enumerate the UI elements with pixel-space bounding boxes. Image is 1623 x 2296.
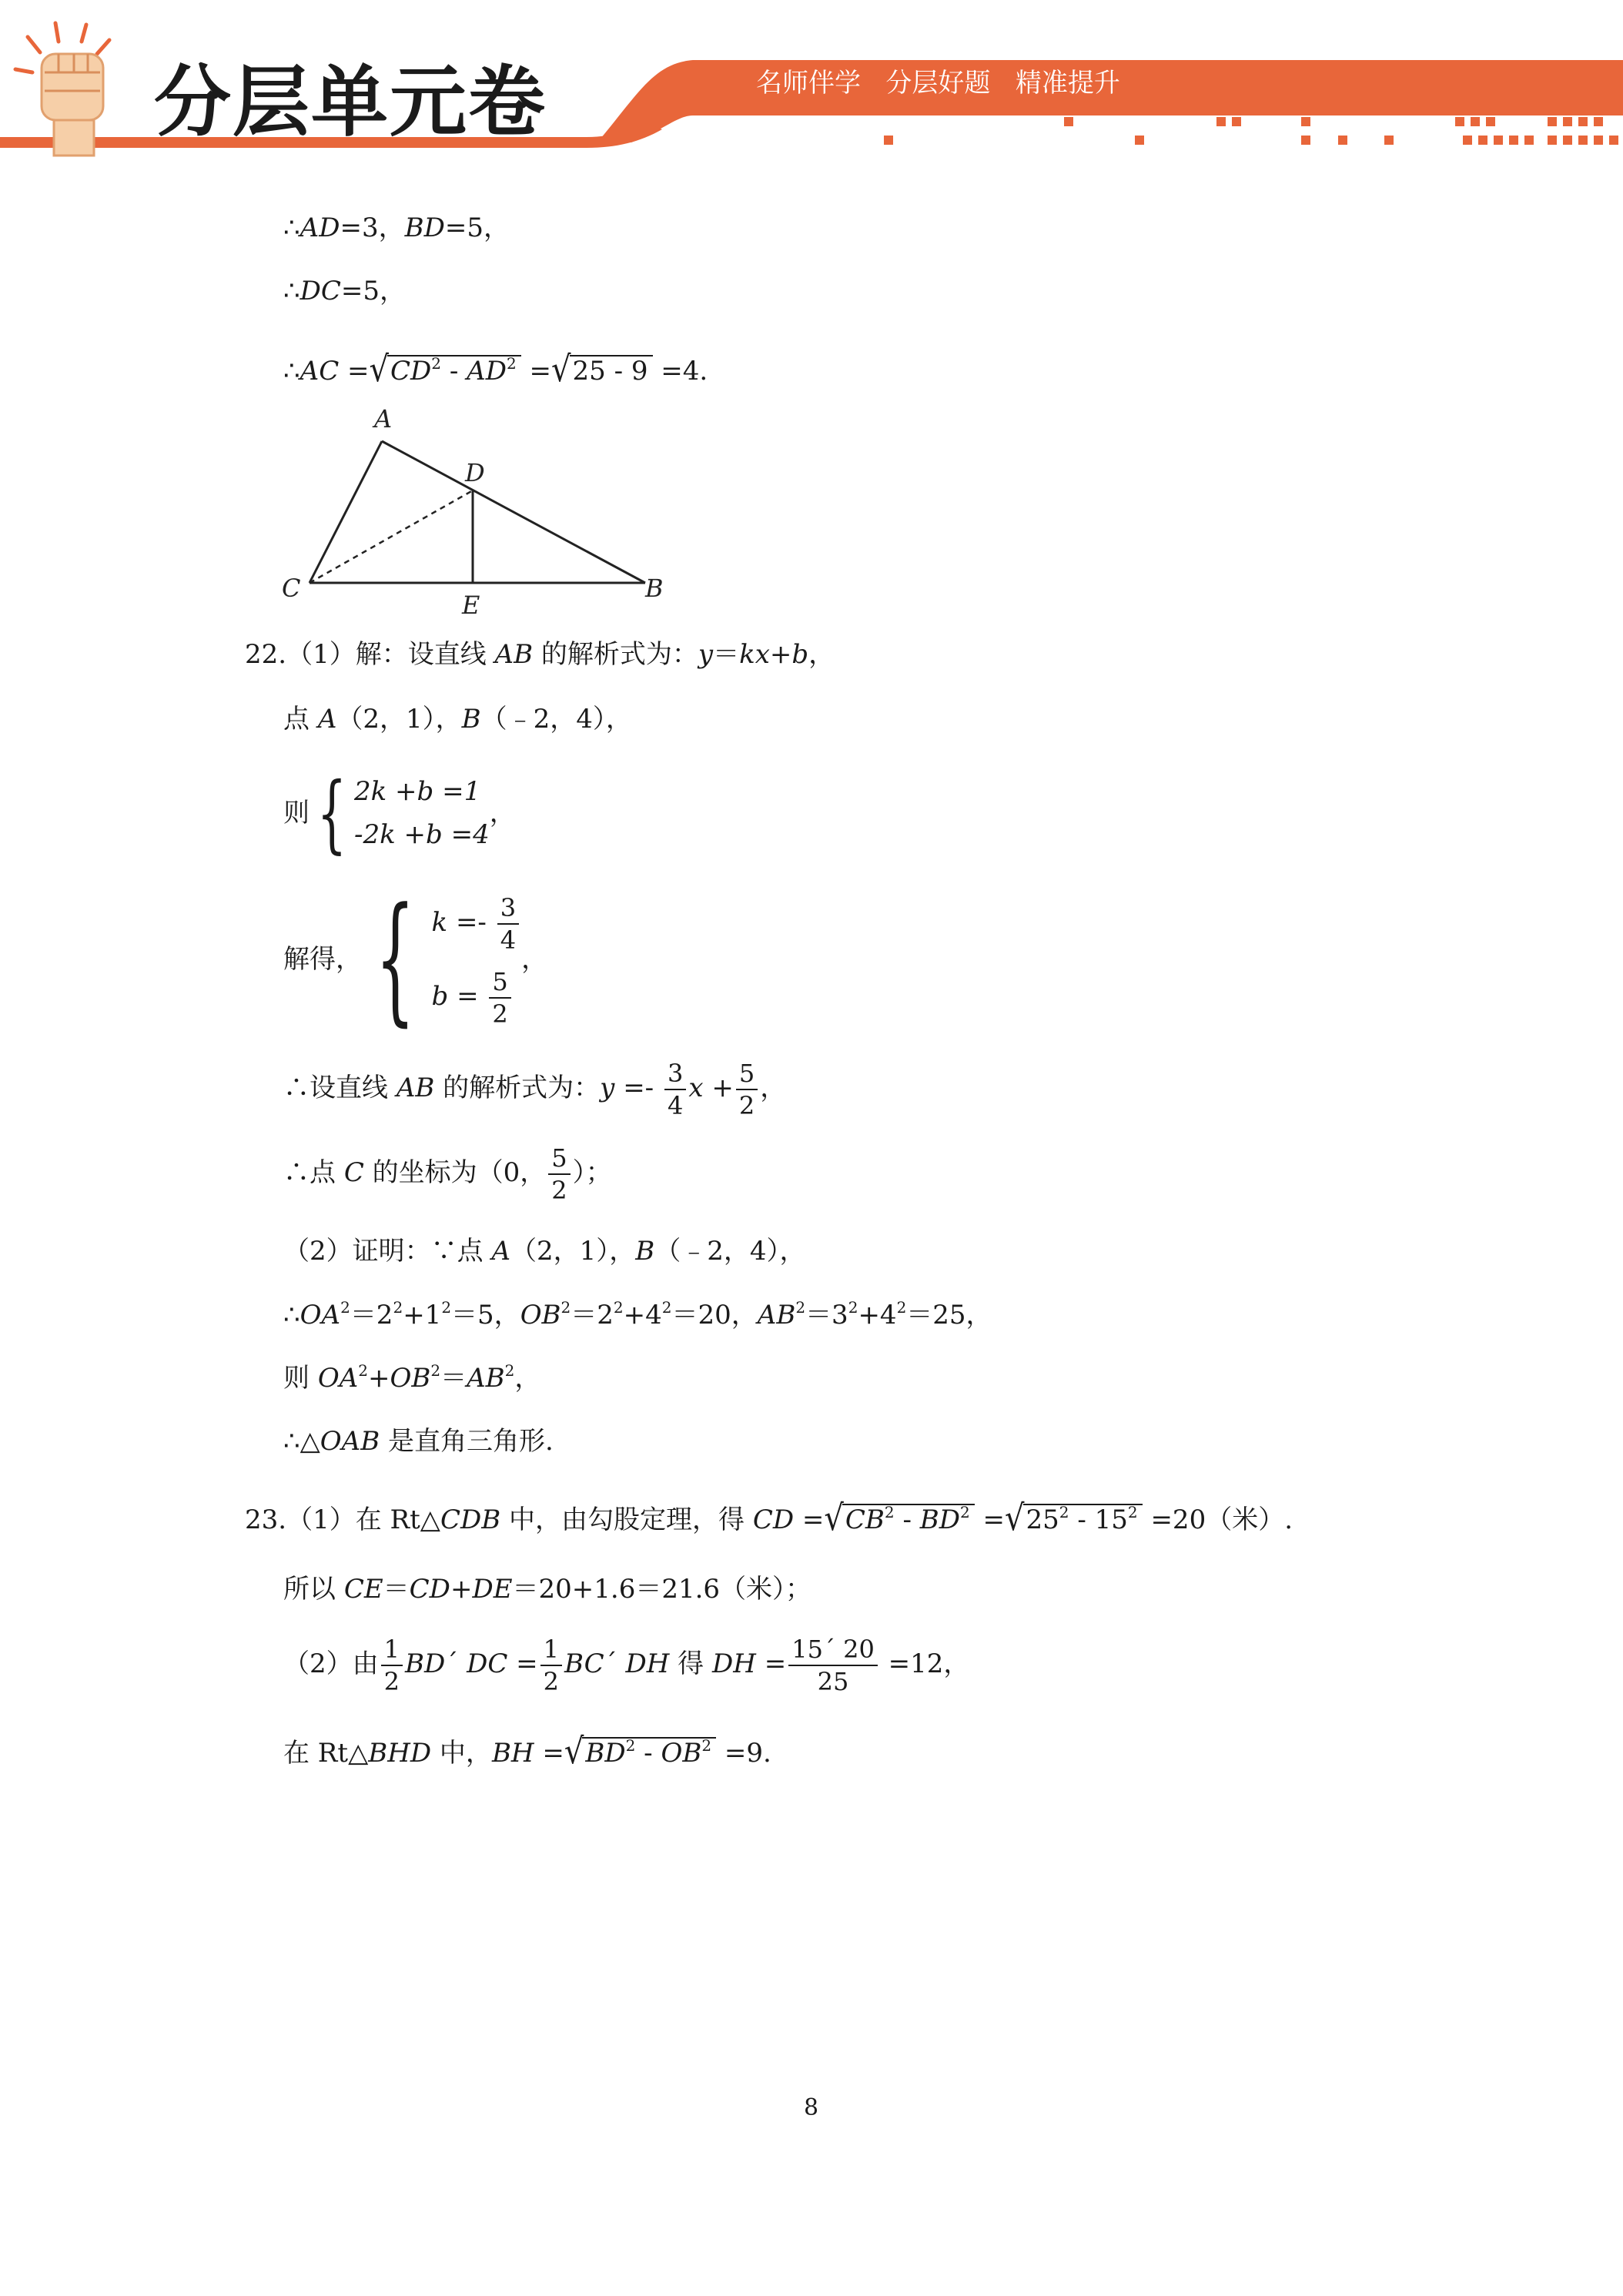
line-ad-bd: ∴AD=3，BD=5，: [283, 213, 510, 243]
label-d: D: [465, 458, 485, 487]
line-ac: ∴AC $=√CD^2 - AD^2 =√25 - 9 =4$.: [283, 349, 708, 390]
page-number: 8: [804, 2094, 819, 2121]
label-a: A: [374, 404, 393, 433]
q22-line-6: ∴点 C 的坐标为（0， $\frac{5}{2}$ ）；: [283, 1143, 612, 1205]
triangle-figure: [277, 404, 678, 624]
header-slogan: 名师伴学 分层好题 精准提升: [756, 68, 1120, 99]
fist-logo-icon: [11, 17, 134, 163]
q22-line-9: 则 $OA^2+OB^2=AB^2$，: [283, 1361, 541, 1394]
q22-line-8: $\therefore OA^2=2^2+1^2=5$，$OB^2=2^2+4^2=20$，$AB^2=3^2+4^2=25$，: [283, 1298, 992, 1330]
page-header: [0, 0, 1623, 166]
label-b: B: [645, 574, 664, 603]
q23-line-3: （2）由 $\frac{1}{2}$ BD´ DC = $\frac{1}{2}$ BC´ DH 得 DH = $\frac{15´ 20}{25}$ =12，: [283, 1635, 970, 1696]
line-dc: ∴DC=5，: [283, 276, 407, 306]
q23-line-1: 23.（1）在 Rt△CDB 中，由勾股定理，得 CD $=√CB^2 - BD^2 =√25^2 - 15^2 =20$（米）.: [245, 1498, 1293, 1539]
label-c: C: [282, 574, 301, 603]
q22-system-1: 则{ 2k +b =1 -2k +b =4 ，: [283, 764, 516, 862]
q23-line-2: 所以 CE＝CD+DE＝20+1.6＝21.6（米）；: [283, 1574, 812, 1605]
triangle-diagram: [277, 404, 678, 624]
q22-line-5: ∴设直线 AB 的解析式为：y =- $\frac{3}{4}$ x + $\frac{5}{2}$ ，: [283, 1059, 787, 1120]
header-title: 分层单元卷: [154, 57, 547, 147]
q22-line-10: ∴△OAB 是直角三角形.: [283, 1426, 554, 1457]
q22-solution: 解得，{ k =- $\frac{3}{4}$ b = $\frac{5}{2}$ ，: [283, 879, 548, 1039]
q22-line-1: 22.（1）解：设直线 AB 的解析式为：y＝kx+b，: [245, 639, 835, 670]
label-e: E: [462, 591, 480, 620]
q22-line-2: 点 A（2，1），B（﹣2，4），: [283, 704, 632, 735]
q23-line-4: 在 Rt△BHD 中，BH $=√BD^2 - OB^2 =9$.: [283, 1731, 771, 1772]
q22-line-7: （2）证明：∵点 A（2，1），B（﹣2，4），: [283, 1236, 806, 1267]
